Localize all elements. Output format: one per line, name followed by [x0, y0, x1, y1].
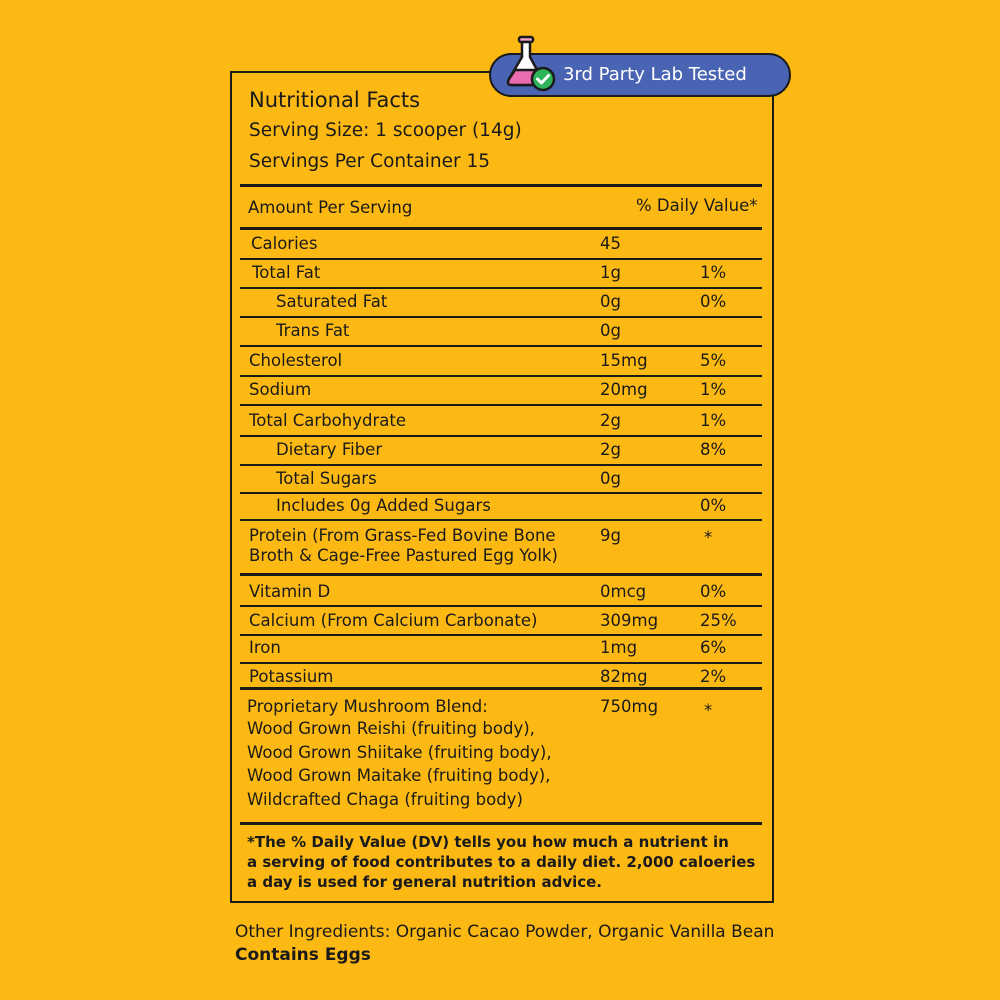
divider: [240, 184, 762, 187]
divider: [240, 662, 762, 664]
footnote-line: a serving of food contributes to a daily diet. 2,000 caloeries: [247, 853, 756, 871]
row-vitamin-d-name: Vitamin D: [249, 582, 331, 601]
row-dietary-fiber-name: Dietary Fiber: [276, 440, 383, 459]
row-total-carbohydrate-amount: 2g: [600, 411, 621, 430]
divider: [240, 435, 762, 437]
row-total-fat-amount: 1g: [600, 263, 621, 282]
divider: [240, 634, 762, 636]
row-total-sugars-name: Total Sugars: [276, 469, 377, 488]
row-dietary-fiber-amount: 2g: [600, 440, 621, 459]
divider: [240, 822, 762, 825]
divider: [240, 227, 762, 230]
row-vitamin-d-amount: 0mcg: [600, 582, 647, 601]
divider: [240, 258, 762, 260]
row-dietary-fiber-dv: 8%: [700, 440, 727, 459]
blend-line: Wood Grown Shiitake (fruiting body),: [247, 743, 552, 762]
daily-value-header: % Daily Value*: [636, 196, 758, 215]
blend-line: Wood Grown Maitake (fruiting body),: [247, 766, 551, 785]
divider: [240, 287, 762, 289]
other-ingredients: Other Ingredients: Organic Cacao Powder, Organic Vanilla Bean: [235, 922, 775, 942]
row-iron-amount: 1mg: [600, 638, 638, 657]
row-protein-name: Protein (From Grass-Fed Bovine Bone: [249, 526, 556, 545]
row-calcium-amount: 309mg: [600, 611, 659, 630]
divider: [240, 573, 762, 576]
blend-title: Proprietary Mushroom Blend:: [247, 697, 488, 716]
divider: [240, 404, 762, 406]
row-saturated-fat-amount: 0g: [600, 292, 621, 311]
row-potassium-name: Potassium: [249, 667, 334, 686]
row-total-fat-dv: 1%: [700, 263, 727, 282]
divider: [240, 316, 762, 318]
divider: [240, 345, 762, 347]
allergen-statement: Contains Eggs: [235, 945, 371, 965]
footnote-line: a day is used for general nutrition advice.: [247, 873, 602, 891]
row-potassium-dv: 2%: [700, 667, 727, 686]
row-calcium-dv: 25%: [700, 611, 737, 630]
row-protein-amount: 9g: [600, 526, 621, 545]
row-added-sugars-dv: 0%: [700, 496, 727, 515]
row-potassium-amount: 82mg: [600, 667, 648, 686]
blend-line: Wildcrafted Chaga (fruiting body): [247, 790, 523, 809]
footnote-line: *The % Daily Value (DV) tells you how much a nutrient in: [247, 833, 729, 851]
row-vitamin-d-dv: 0%: [700, 582, 727, 601]
servings-per-container: Servings Per Container 15: [249, 151, 490, 172]
row-cholesterol-dv: 5%: [700, 351, 727, 370]
badge-label: 3rd Party Lab Tested: [563, 64, 747, 85]
row-cholesterol-amount: 15mg: [600, 351, 648, 370]
row-protein-name-line2: Broth & Cage-Free Pastured Egg Yolk): [249, 546, 558, 565]
blend-amount: 750mg: [600, 697, 659, 716]
row-total-carbohydrate-dv: 1%: [700, 411, 727, 430]
row-total-fat-name: Total Fat: [252, 263, 321, 282]
divider: [240, 375, 762, 377]
row-trans-fat-amount: 0g: [600, 321, 621, 340]
divider: [240, 519, 762, 521]
row-sodium-name: Sodium: [249, 380, 312, 399]
row-cholesterol-name: Cholesterol: [249, 351, 343, 370]
row-iron-name: Iron: [249, 638, 281, 657]
row-calcium-name: Calcium (From Calcium Carbonate): [249, 611, 538, 630]
row-total-sugars-amount: 0g: [600, 469, 621, 488]
lab-tested-badge: [489, 53, 791, 97]
divider: [240, 492, 762, 494]
divider: [240, 687, 762, 690]
row-iron-dv: 6%: [700, 638, 727, 657]
serving-size: Serving Size: 1 scooper (14g): [249, 120, 522, 141]
row-saturated-fat-dv: 0%: [700, 292, 727, 311]
amount-per-serving-header: Amount Per Serving: [248, 198, 413, 217]
flask-check-icon: [501, 37, 553, 97]
blend-dv: *: [704, 701, 713, 720]
row-sodium-dv: 1%: [700, 380, 727, 399]
row-protein-dv: *: [704, 528, 713, 547]
label-title: Nutritional Facts: [249, 88, 421, 112]
row-total-carbohydrate-name: Total Carbohydrate: [249, 411, 406, 430]
row-trans-fat-name: Trans Fat: [276, 321, 350, 340]
divider: [240, 605, 762, 607]
row-calories-name: Calories: [251, 234, 318, 253]
row-saturated-fat-name: Saturated Fat: [276, 292, 388, 311]
row-calories-amount: 45: [600, 234, 621, 253]
blend-line: Wood Grown Reishi (fruiting body),: [247, 719, 535, 738]
divider: [240, 464, 762, 466]
row-sodium-amount: 20mg: [600, 380, 648, 399]
row-added-sugars-name: Includes 0g Added Sugars: [276, 496, 491, 515]
